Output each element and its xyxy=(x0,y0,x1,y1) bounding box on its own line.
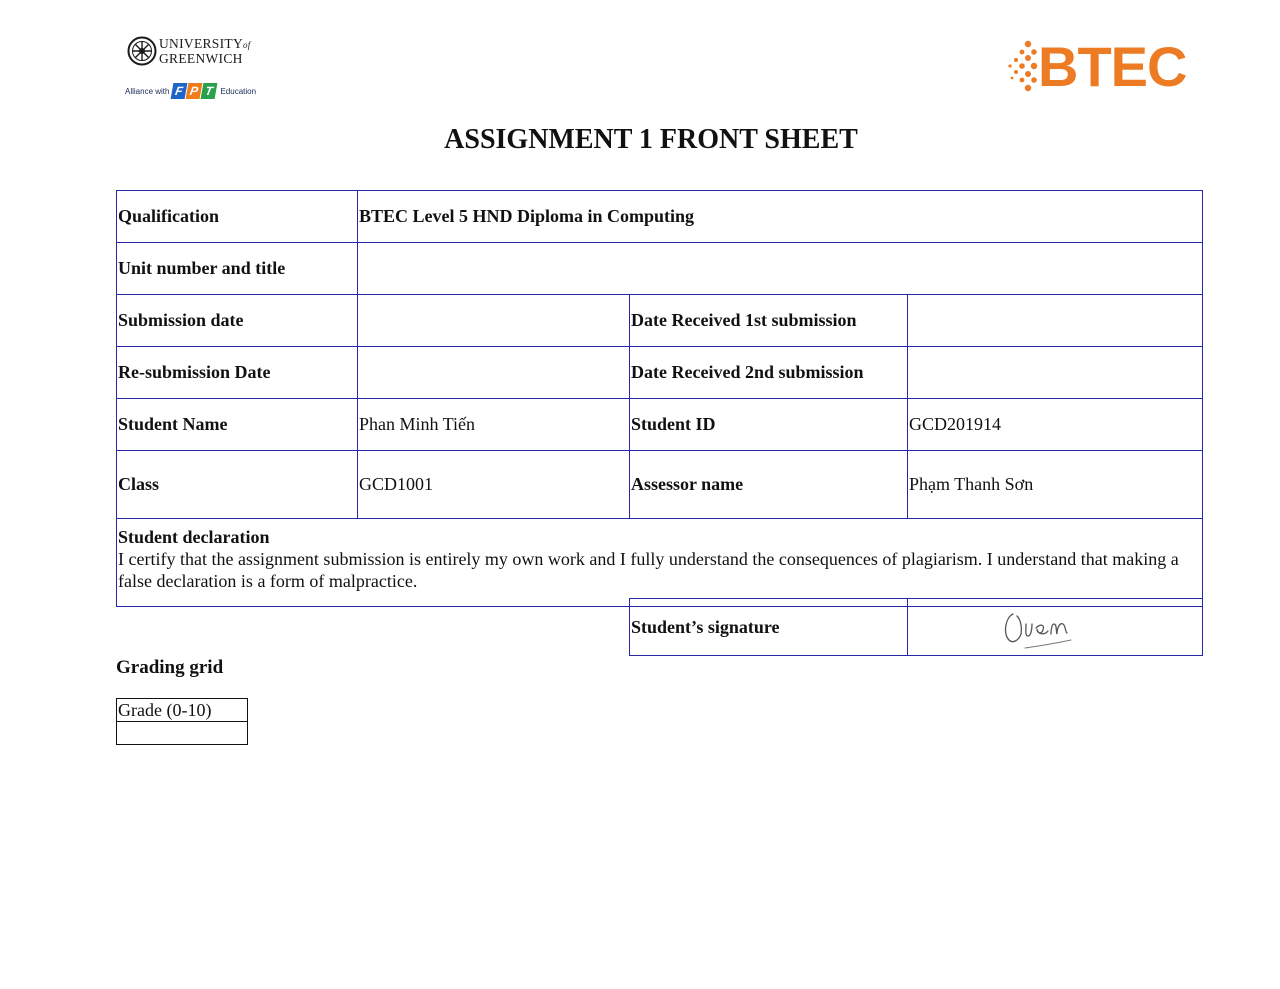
grade-value[interactable] xyxy=(117,722,248,745)
university-name-line1: UNIVERSITY xyxy=(159,36,243,51)
declaration-cell xyxy=(117,519,1203,607)
alliance-suffix: Education xyxy=(220,86,257,96)
grading-grid-title: Grading grid xyxy=(116,657,224,678)
university-name xyxy=(159,37,251,66)
signature-row xyxy=(630,599,1203,656)
student-name-value[interactable]: Phan Minh Tiến xyxy=(358,399,630,451)
qualification-row xyxy=(117,191,1203,243)
student-row xyxy=(117,399,1203,451)
student-name-label: Student Name xyxy=(117,399,358,451)
assessor-value[interactable]: Phạm Thanh Sơn xyxy=(908,451,1203,519)
page-title: ASSIGNMENT 1 FRONT SHEET xyxy=(444,124,858,155)
assessor-label: Assessor name xyxy=(630,451,908,519)
front-sheet-table xyxy=(116,190,1203,607)
student-id-value[interactable]: GCD201914 xyxy=(908,399,1203,451)
resubmission-row xyxy=(117,347,1203,399)
received-2nd-value[interactable] xyxy=(908,347,1203,399)
grading-grid-table xyxy=(116,698,248,745)
fpt-logo-icon xyxy=(172,83,217,99)
declaration-row xyxy=(117,519,1203,607)
btec-dots-icon xyxy=(1000,36,1038,98)
class-row xyxy=(117,451,1203,519)
unit-label: Unit number and title xyxy=(117,243,358,295)
class-value[interactable]: GCD1001 xyxy=(358,451,630,519)
signature-table xyxy=(629,598,1203,656)
resubmission-date-value[interactable] xyxy=(358,347,630,399)
qualification-label: Qualification xyxy=(117,191,358,243)
fpt-letter-f: F xyxy=(171,83,188,99)
submission-date-value[interactable] xyxy=(358,295,630,347)
student-id-label: Student ID xyxy=(630,399,908,451)
fpt-alliance xyxy=(125,81,256,101)
received-2nd-label: Date Received 2nd submission xyxy=(630,347,908,399)
resubmission-date-label: Re-submission Date xyxy=(117,347,358,399)
alliance-prefix: Alliance with xyxy=(125,86,170,96)
grade-header-row xyxy=(117,699,248,722)
unit-row xyxy=(117,243,1203,295)
unit-value[interactable] xyxy=(358,243,1203,295)
fpt-letter-t: T xyxy=(201,83,218,99)
grade-header: Grade (0-10) xyxy=(117,699,248,722)
qualification-value: BTEC Level 5 HND Diploma in Computing xyxy=(358,191,1203,243)
submission-date-label: Submission date xyxy=(117,295,358,347)
btec-logo xyxy=(1000,36,1196,98)
submission-row xyxy=(117,295,1203,347)
university-name-of: of xyxy=(243,40,251,50)
received-1st-value[interactable] xyxy=(908,295,1203,347)
grade-value-row xyxy=(117,722,248,745)
received-1st-label: Date Received 1st submission xyxy=(630,295,908,347)
fpt-letter-p: P xyxy=(186,83,203,99)
handwritten-signature-icon xyxy=(999,602,1089,652)
btec-wordmark: BTEC xyxy=(1038,35,1187,98)
university-name-line2: GREENWICH xyxy=(159,51,243,66)
university-of-greenwich-logo xyxy=(125,34,260,102)
signature-label: Student’s signature xyxy=(630,599,908,656)
class-label: Class xyxy=(117,451,358,519)
declaration-text: I certify that the assignment submission is entirely my own work and I fully understand the consequences of plagiarism. I understand that making a false declaration is a form of malpractice. xyxy=(118,549,1179,591)
university-seal-icon xyxy=(127,36,157,66)
signature-cell[interactable] xyxy=(908,599,1203,656)
declaration-title: Student declaration xyxy=(118,527,270,547)
